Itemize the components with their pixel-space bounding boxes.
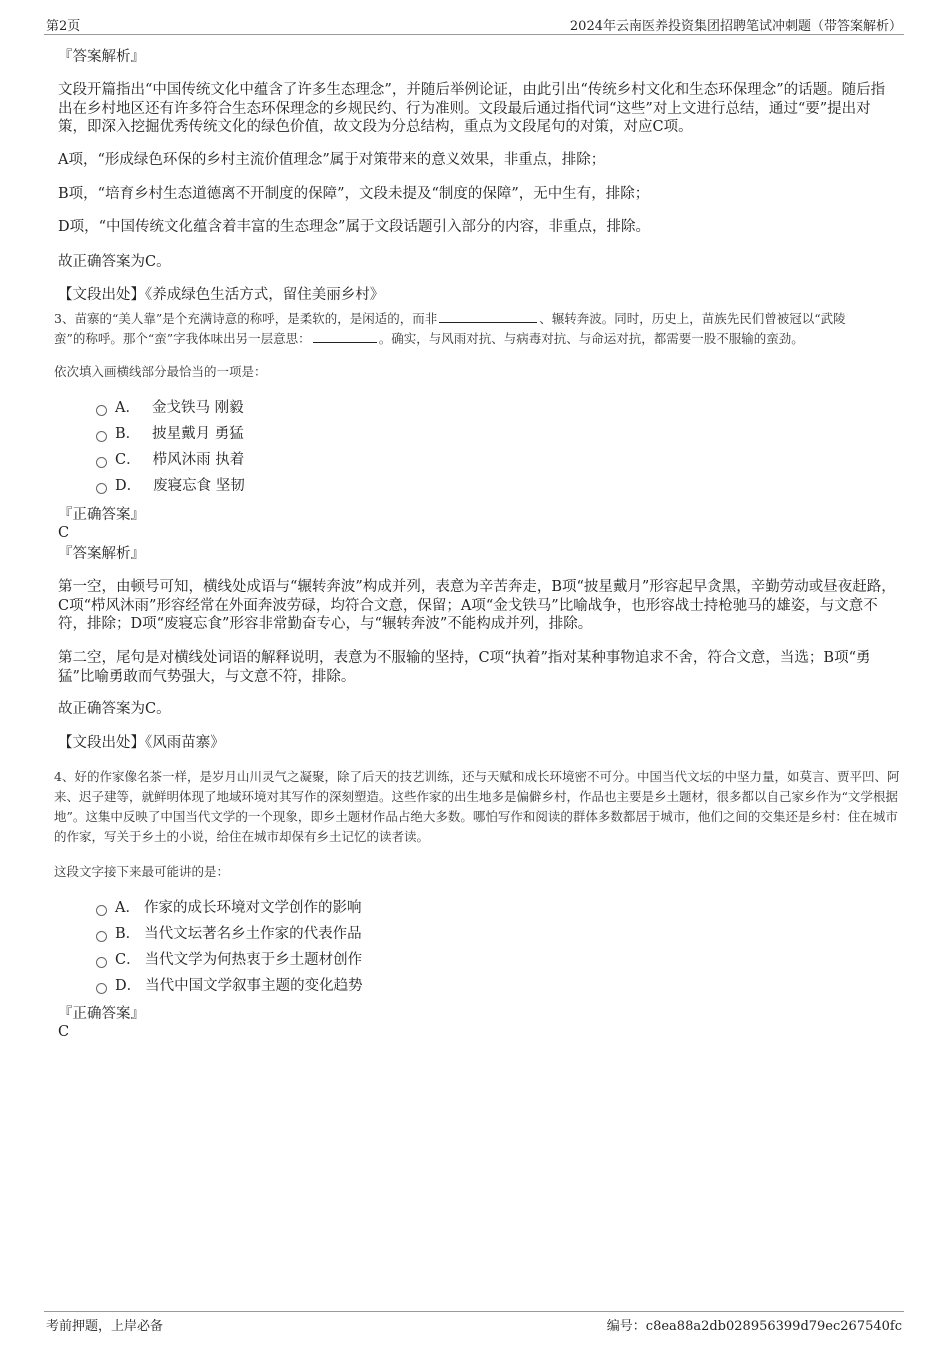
q4-option-c[interactable]: C． 当代文学为何热衷于乡土题材创作 xyxy=(96,951,362,969)
q3-option-c[interactable]: C． 栉风沐雨 执着 xyxy=(96,451,244,469)
document-title: 2024年云南医养投资集团招聘笔试冲刺题（带答案解析） xyxy=(569,19,902,34)
q3-answer: C xyxy=(58,525,70,541)
q4-option-b[interactable]: B． 当代文坛著名乡土作家的代表作品 xyxy=(96,925,362,943)
q3-blank-1 xyxy=(439,310,537,323)
q4-answer-label: 『正确答案』 xyxy=(58,1006,145,1022)
radio-icon[interactable] xyxy=(96,405,107,416)
q4-prompt: 这段文字接下来最可能讲的是： xyxy=(54,864,230,879)
q3-analysis-paragraph-1: 第一空，由顿号可知，横线处成语与“辗转奔波”构成并列，表意为辛苦奔走，B项“披星戴月”形容起早贪黑，辛勤劳动或昼夜赶路，C项“栉风沐雨”形容经常在外面奔波劳碌，均符合文意，保留；A项“金戈铁马”比喻战争，也形容战士持枪驰马的雄姿，与文意不符，排除；D项“废寝忘食”形容非常勤奋专心，与“辗转奔波”不能构成并列，排除。 xyxy=(58,579,896,632)
q3-stem-part3: 蛮”的称呼。那个“蛮”字我体味出另一层意思： xyxy=(54,331,311,346)
footer-slogan: 考前押题，上岸必备 xyxy=(46,1319,164,1334)
q3-analysis-paragraph-2: 第二空，尾句是对横线处词语的解释说明，表意为不服输的坚持，C项“执着”指对某种事物追求不舍，符合文意，当选；B项“勇猛”比喻勇敢而气势强大，与文意不符，排除。 xyxy=(58,650,871,685)
q2-analysis-label: 『答案解析』 xyxy=(58,49,145,65)
q4-option-a[interactable]: A． 作家的成长环境对文学创作的影响 xyxy=(96,899,361,917)
q3-stem-part2: 、辗转奔波。同时，历史上，苗族先民们曾被冠以“武陵 xyxy=(539,311,846,326)
radio-icon[interactable] xyxy=(96,905,107,916)
page-header xyxy=(44,13,904,35)
q3-answer-label: 『正确答案』 xyxy=(58,507,145,523)
q3-stem xyxy=(54,309,900,349)
radio-icon[interactable] xyxy=(96,431,107,442)
radio-icon[interactable] xyxy=(96,483,107,494)
footer-code-label: 编号： xyxy=(606,1319,646,1334)
footer-code xyxy=(607,1315,902,1334)
q2-option-a-analysis: A项，“形成绿色环保的乡村主流价值理念”属于对策带来的意义效果，非重点，排除； xyxy=(58,152,606,168)
q3-option-d[interactable]: D． 废寝忘食 坚韧 xyxy=(96,477,245,495)
radio-icon[interactable] xyxy=(96,957,107,968)
q3-stem-part4: 。确实，与风雨对抗、与病毒对抗、与命运对抗，都需要一股不服输的蛮劲。 xyxy=(378,331,804,346)
q2-analysis-paragraph: 文段开篇指出“中国传统文化中蕴含了许多生态理念”，并随后举例论证，由此引出“传统乡村文化和生态环保理念”的话题。随后指出在乡村地区还有许多符合生态环保理念的乡规民约、行为准则。文段最后通过指代词“这些”对上文进行总结，通过“要”提出对策，即深入挖掘优秀传统文化的绿色价值，故文段为分总结构，重点为文段尾句的对策，对应C项。 xyxy=(58,82,886,135)
q3-stem-part1: 3、苗寨的“美人靠”是个充满诗意的称呼，是柔软的，是闲适的，而非 xyxy=(54,311,438,326)
q2-option-b-analysis: B项，“培育乡村生态道德离不开制度的保障”，文段未提及“制度的保障”，无中生有，排除； xyxy=(58,186,650,202)
q3-source: 【文段出处】《风雨苗寨》 xyxy=(58,735,225,751)
radio-icon[interactable] xyxy=(96,983,107,994)
radio-icon[interactable] xyxy=(96,457,107,468)
radio-icon[interactable] xyxy=(96,931,107,942)
q3-option-a[interactable]: A． 金戈铁马 刚毅 xyxy=(96,399,244,417)
q4-stem: 4、好的作家像名茶一样，是岁月山川灵气之凝聚，除了后天的技艺训练，还与天赋和成长环境密不可分。中国当代文坛的中坚力量，如莫言、贾平凹、阿来、迟子建等，就鲜明体现了地域环境对其写作的深刻塑造。这些作家的出生地多是偏僻乡村，作品也主要是乡土题材，很多都以自己家乡作为“文学根据地”。这集中反映了中国当代文学的一个现象，即乡土题材作品占绝大多数。哪怕写作和阅读的群体多数都居于城市，他们之间的交集还是乡村：住在城市的作家，写关于乡土的小说，给住在城市却保有乡土记忆的读者读。 xyxy=(54,769,900,844)
q3-prompt: 依次填入画横线部分最恰当的一项是： xyxy=(54,364,267,379)
page-number: 第2页 xyxy=(46,19,81,34)
q2-source: 【文段出处】《养成绿色生活方式，留住美丽乡村》 xyxy=(58,287,385,303)
q4-option-d[interactable]: D． 当代中国文学叙事主题的变化趋势 xyxy=(96,977,363,995)
q3-conclusion: 故正确答案为C。 xyxy=(58,701,171,717)
footer-code-value: c8ea88a2db028956399d79ec267540fc xyxy=(645,1319,902,1334)
page-footer xyxy=(44,1311,904,1337)
q4-answer: C xyxy=(58,1024,70,1040)
q3-option-b[interactable]: B． 披星戴月 勇猛 xyxy=(96,425,244,443)
q2-conclusion: 故正确答案为C。 xyxy=(58,254,171,270)
q2-option-d-analysis: D项，“中国传统文化蕴含着丰富的生态理念”属于文段话题引入部分的内容，非重点，排除。 xyxy=(58,219,650,235)
q3-analysis-label: 『答案解析』 xyxy=(58,546,145,562)
q3-blank-2 xyxy=(313,330,377,343)
